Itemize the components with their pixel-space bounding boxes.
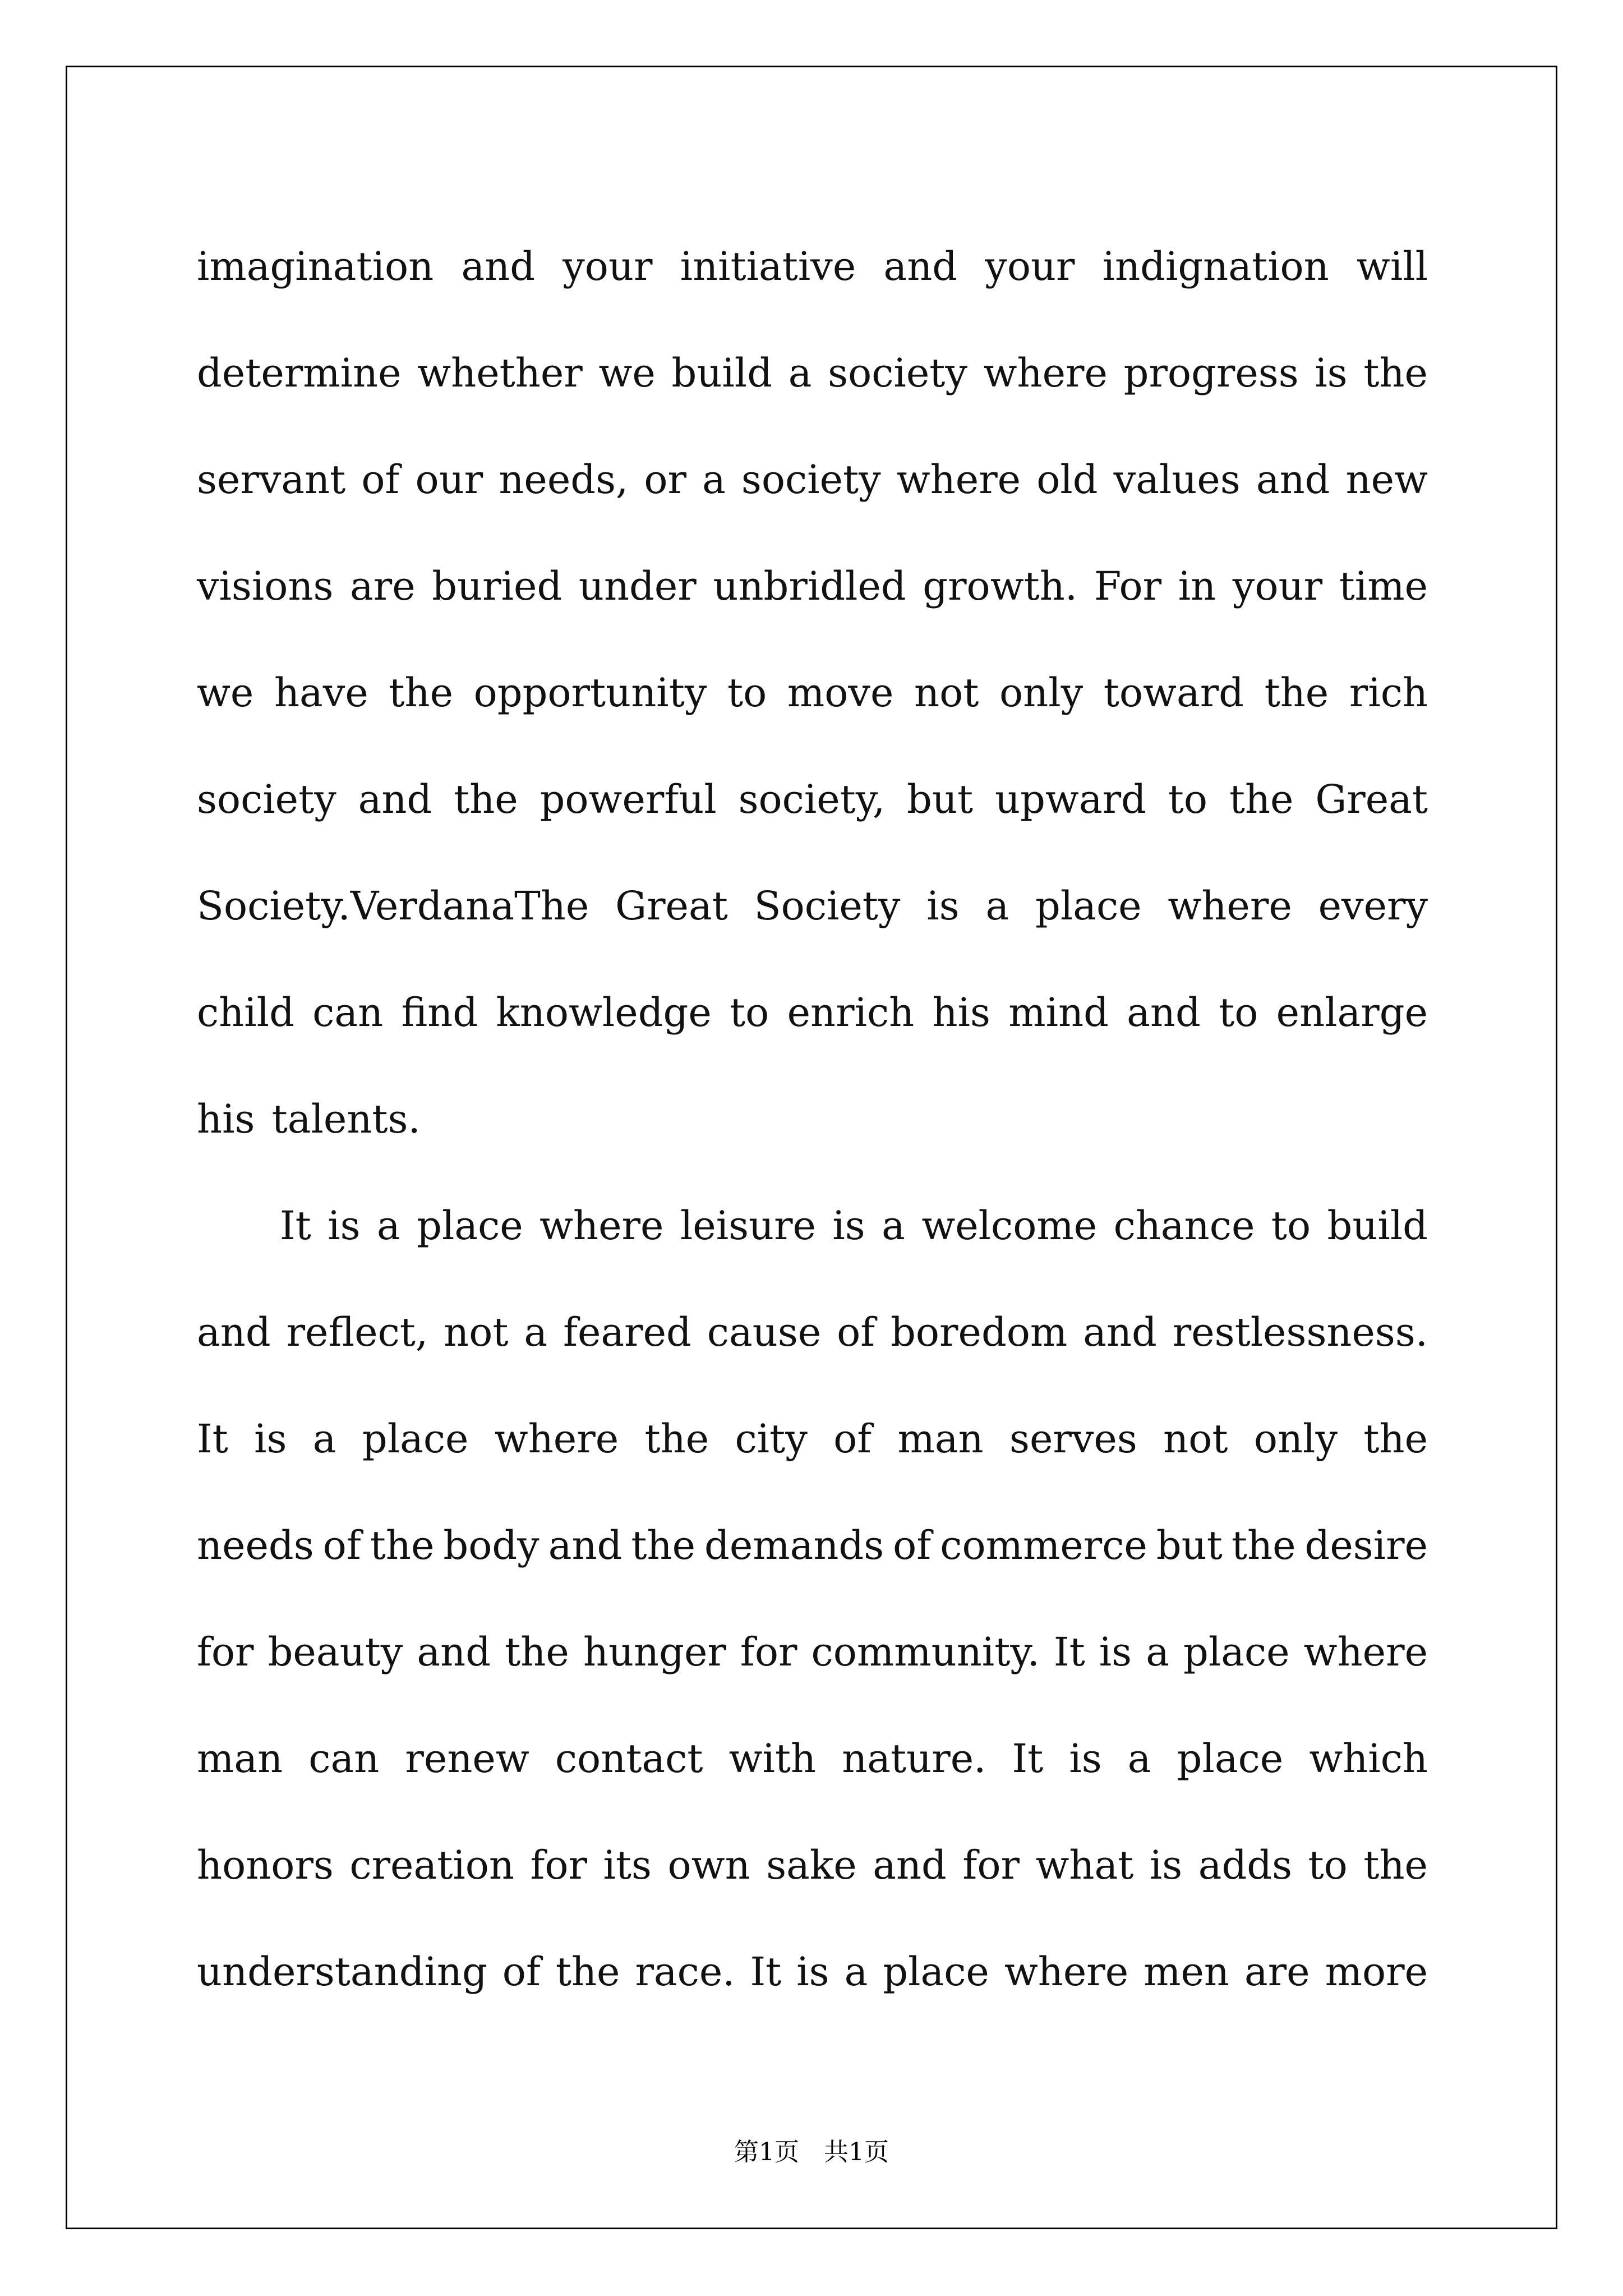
text-line: child can find knowledge to enrich his mind and to enlarge	[197, 990, 1428, 1036]
text-line: man can renew contact with nature. It is a place which	[197, 1736, 1428, 1782]
paragraph-2	[197, 1172, 1428, 2025]
text-line: imagination and your initiative and your indignation will	[197, 243, 1428, 289]
document-body	[197, 213, 1428, 2025]
text-line: understanding of the race. It is a place where men are more	[197, 1949, 1428, 1995]
text-line: needs of the body and the demands of commerce but the desire	[197, 1522, 1428, 1568]
text-line: servant of our needs, or a society where old values and new	[197, 457, 1428, 503]
text-line: visions are buried under unbridled growth. For in your time	[197, 563, 1428, 609]
text-line: for beauty and the hunger for community. It is a place where	[197, 1629, 1428, 1675]
text-line: It is a place where the city of man serves not only the	[197, 1416, 1428, 1462]
text-line: honors creation for its own sake and for what is adds to the	[197, 1842, 1428, 1888]
text-line: It is a place where leisure is a welcome chance to build	[280, 1203, 1428, 1249]
page-number-footer: 第1页 共1页	[734, 2138, 889, 2166]
paragraph-1	[197, 213, 1428, 1172]
text-line: his talents.	[197, 1096, 421, 1142]
text-line: society and the powerful society, but upward to the Great	[197, 776, 1428, 822]
text-line: and reflect, not a feared cause of boredom and restlessness.	[197, 1309, 1428, 1355]
text-line: determine whether we build a society where progress is the	[197, 350, 1428, 396]
text-line: we have the opportunity to move not only toward the rich	[197, 670, 1428, 716]
text-line: Society.VerdanaThe Great Society is a place where every	[197, 883, 1428, 929]
